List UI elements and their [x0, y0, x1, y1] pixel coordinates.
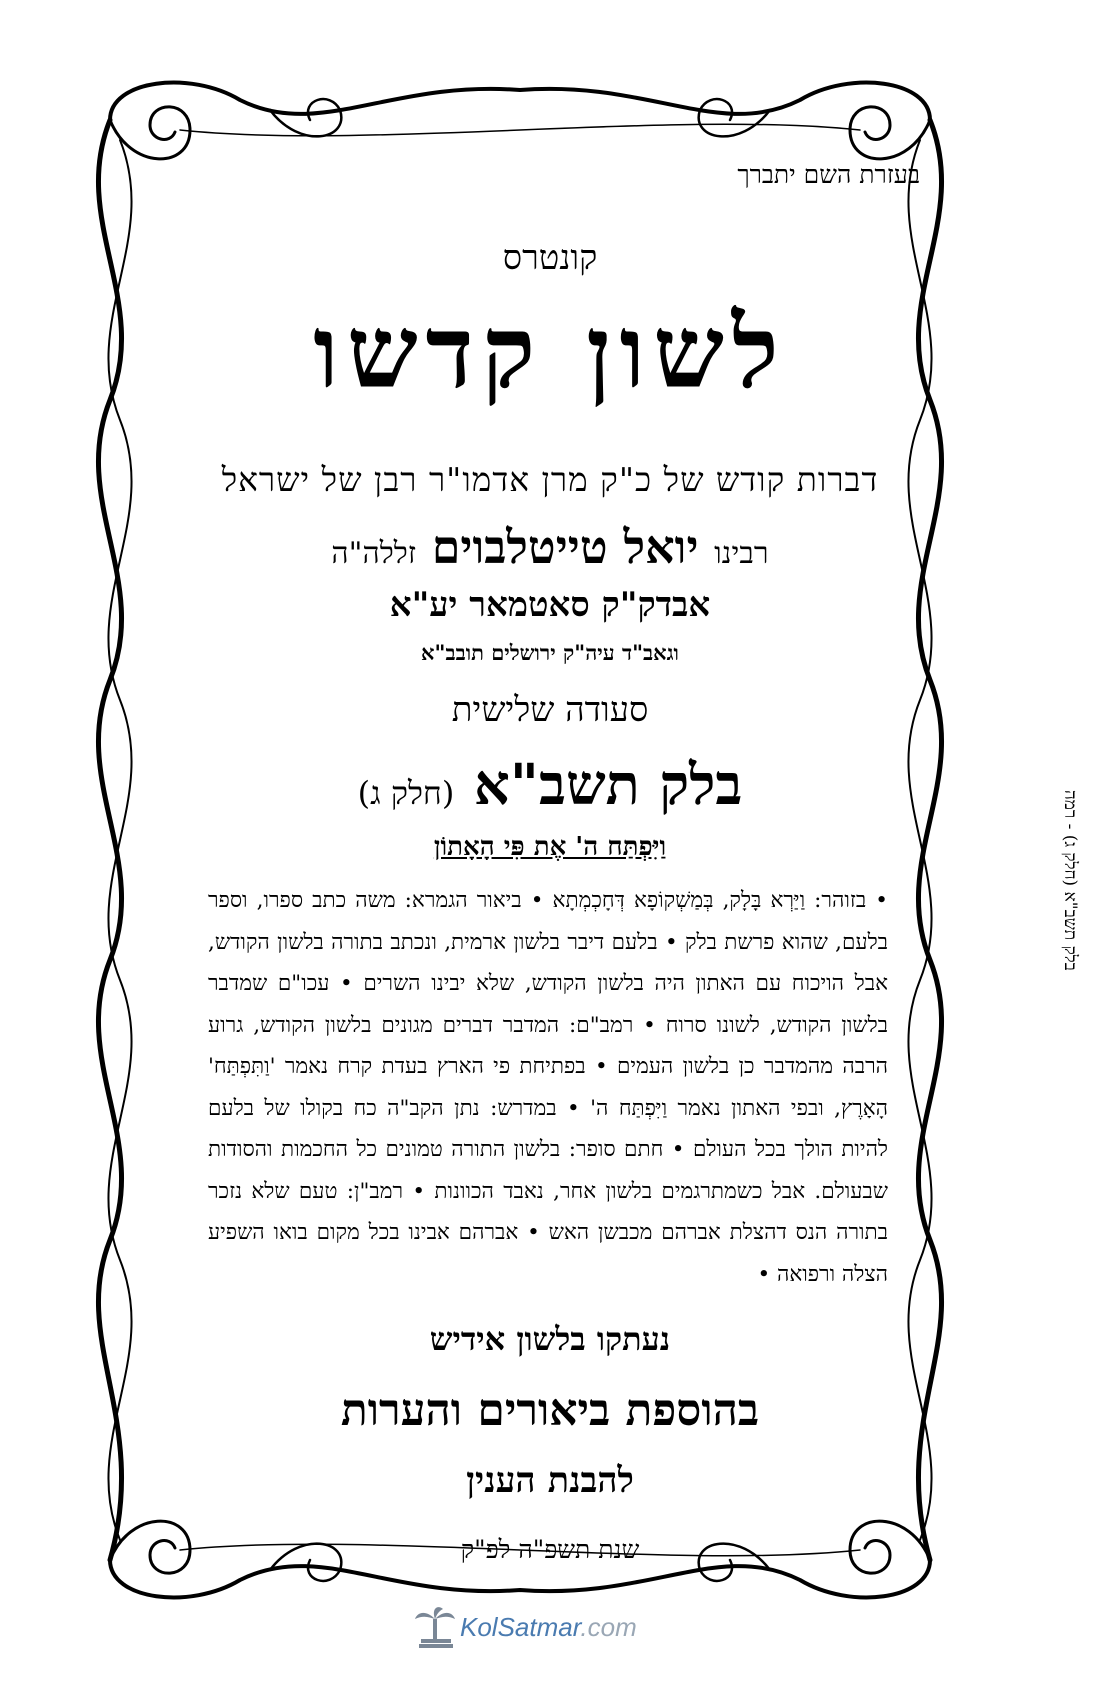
gaavad-line: וגאב"ד עיה"ק ירושלים תובב"א	[421, 640, 679, 665]
side-label: בלק תשב"א (חלק ג) - רמה	[1060, 790, 1080, 971]
year-line: שנת תשפ"ה לפ"ק	[460, 1535, 640, 1564]
rabbi-suffix: זללה"ה	[331, 536, 417, 571]
rabbi-name: יואל טייטלבוים	[431, 520, 699, 574]
yiddish-line: נעתקו בלשון אידיש	[429, 1320, 671, 1358]
logo-domain: .com	[580, 1612, 637, 1642]
kuntres-label: קונטרס	[502, 238, 598, 278]
main-title: לשון קדשו	[313, 293, 787, 411]
author-line: דברות קודש של כ"ק מרן אדמו"ר רבן של ישראל	[221, 460, 879, 499]
av-beis-din: אבדק"ק סאטמאר יע"א	[389, 585, 711, 625]
kolsatmar-logo	[415, 1605, 675, 1651]
blessing-line: בעזרת השם יתברך	[737, 160, 920, 189]
parsha-title	[0, 752, 1100, 818]
rabbi-prefix: רבינו	[714, 536, 769, 571]
part-label: (חלק ג)	[357, 774, 455, 812]
summary-paragraph: • בזוהר: וַיַּרְא בָּלָק, בְּמַשְׁקוֹפָא דְּחָכְמְתָא • ביאור הגמרא: משה כתב ספרו, וספר בלעם, שהוא פרשת בלק • בלעם דיבר בלשון ארמית, ונכתב בתורה בלשון הקודש, אבל הויכוח עם האתון היה בלשון הקודש, שלא יבינו השרים • עכו"ם שמדבר בלשון הקודש, לשונו סרוח • רמב"ם: המדבר דברים מגונים בלשון הקודש, גרוע הרבה מהמדבר כן בלשון העמים • בפתיחת פי הארץ בעדת קרח נאמר 'וַתִּפְתַּח' הָאָרֶץ, ובפי האתון נאמר וַיִּפְתַּח ה' • במדרש: נתן הקב"ה כח בקולו של בלעם להיות הולך בכל העולם • חתם סופר: בלשון התורה טמונים כל החכמות והסודות שבעולם. אבל כשמתרגמים בלשון אחר, נאבד הכוונות • רמב"ן: טעם שלא נזכר בתורה הנס דהצלת אברהם מכבשן האש • אברהם אבינו בכל מקום בואו השפיע הצלה ורפואה •	[208, 888, 888, 1287]
havana-line: להבנת הענין	[466, 1460, 634, 1501]
verse-heading: וַיִּפְתַּח ה' אֶת פִּי הָאָתוֹן	[433, 832, 667, 862]
palm-tree-books-icon	[415, 1605, 457, 1651]
logo-name: KolSatmar	[460, 1612, 581, 1642]
seuda-label: סעודה שלישית	[451, 690, 649, 730]
logo-text	[460, 1605, 637, 1649]
parsha-name: בלק תשב"א	[473, 752, 743, 818]
hosafa-line: בהוספת ביאורים והערות	[340, 1385, 760, 1436]
rabbi-name-line	[0, 520, 1100, 574]
